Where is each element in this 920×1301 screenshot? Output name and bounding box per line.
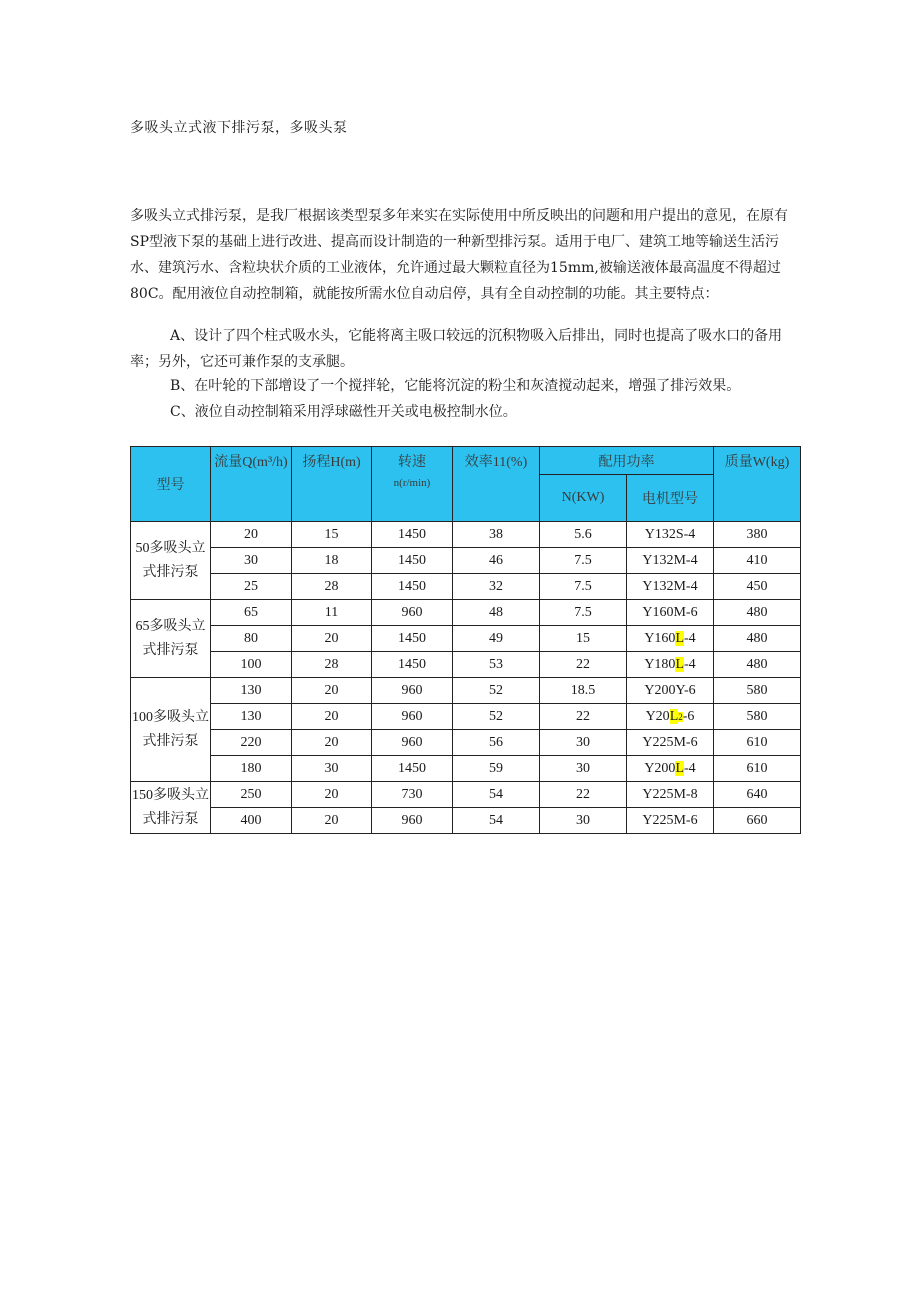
power-cell: 7.5 [540, 574, 627, 600]
mass-cell: 380 [714, 522, 801, 548]
motor-cell: Y200L-4 [627, 756, 714, 782]
motor-cell: Y225M-6 [627, 808, 714, 834]
head-cell: 20 [292, 704, 372, 730]
spec-table [130, 446, 801, 834]
power-cell: 30 [540, 756, 627, 782]
power-cell: 18.5 [540, 678, 627, 704]
table-row [131, 574, 801, 600]
motor-cell: Y132M-4 [627, 574, 714, 600]
speed-cell: 960 [372, 730, 453, 756]
head-cell: 18 [292, 548, 372, 574]
efficiency-cell: 52 [453, 678, 540, 704]
power-cell: 30 [540, 808, 627, 834]
flow-cell: 400 [211, 808, 292, 834]
model-cell: 100多吸头立式排污泵 [131, 678, 211, 782]
table-row [131, 652, 801, 678]
header-model: 型号 [131, 447, 211, 522]
header-motor: 电机型号 [627, 475, 714, 522]
efficiency-cell: 53 [453, 652, 540, 678]
table-row [131, 600, 801, 626]
header-head: 扬程H(m) [292, 447, 372, 522]
efficiency-cell: 59 [453, 756, 540, 782]
speed-cell: 960 [372, 678, 453, 704]
header-flow: 流量Q(m³/h) [211, 447, 292, 522]
model-cell: 65多吸头立式排污泵 [131, 600, 211, 678]
efficiency-cell: 52 [453, 704, 540, 730]
motor-cell: Y200Y-6 [627, 678, 714, 704]
power-cell: 15 [540, 626, 627, 652]
head-cell: 30 [292, 756, 372, 782]
table-row [131, 704, 801, 730]
mass-cell: 410 [714, 548, 801, 574]
feature-b: B、在叶轮的下部增设了一个搅拌轮，它能将沉淀的粉尘和灰渣搅动起来，增强了排污效果。 [170, 378, 741, 394]
table-row [131, 730, 801, 756]
mass-cell: 480 [714, 600, 801, 626]
motor-cell: Y180L-4 [627, 652, 714, 678]
speed-cell: 1450 [372, 756, 453, 782]
flow-cell: 130 [211, 678, 292, 704]
power-cell: 5.6 [540, 522, 627, 548]
table-row [131, 522, 801, 548]
efficiency-cell: 56 [453, 730, 540, 756]
header-mass: 质量W(kg) [714, 447, 801, 522]
motor-cell: Y160L-4 [627, 626, 714, 652]
power-cell: 30 [540, 730, 627, 756]
head-cell: 20 [292, 730, 372, 756]
feature-c: C、液位自动控制箱采用浮球磁性开关或电极控制水位。 [170, 404, 517, 420]
efficiency-cell: 38 [453, 522, 540, 548]
head-cell: 15 [292, 522, 372, 548]
table-row [131, 756, 801, 782]
table-row [131, 808, 801, 834]
speed-cell: 960 [372, 704, 453, 730]
header-efficiency: 效率11(%) [453, 447, 540, 522]
flow-cell: 25 [211, 574, 292, 600]
model-cell: 50多吸头立式排污泵 [131, 522, 211, 600]
table-row [131, 782, 801, 808]
head-cell: 28 [292, 652, 372, 678]
motor-cell: Y160M-6 [627, 600, 714, 626]
mass-cell: 480 [714, 652, 801, 678]
table-row [131, 626, 801, 652]
flow-cell: 100 [211, 652, 292, 678]
head-cell: 20 [292, 626, 372, 652]
flow-cell: 220 [211, 730, 292, 756]
flow-cell: 30 [211, 548, 292, 574]
flow-cell: 180 [211, 756, 292, 782]
table-row [131, 678, 801, 704]
efficiency-cell: 46 [453, 548, 540, 574]
mass-cell: 580 [714, 678, 801, 704]
flow-cell: 130 [211, 704, 292, 730]
header-speed-label: 转速 [398, 455, 426, 470]
efficiency-cell: 54 [453, 782, 540, 808]
speed-cell: 1450 [372, 548, 453, 574]
motor-cell: Y225M-6 [627, 730, 714, 756]
mass-cell: 480 [714, 626, 801, 652]
intro-paragraph: 多吸头立式排污泵，是我厂根据该类型泵多年来实在实际使用中所反映出的问题和用户提出的意见，在原有SP型液下泵的基础上进行改进、提高而设计制造的一种新型排污泵。适用于电厂、建筑工地等输送生活污水、建筑污水、含粒块状介质的工业液体，允许通过最大颗粒直径为15mm,被输送液体最高温度不得超过80C。配用液位自动控制箱，就能按所需水位自动启停，具有全自动控制的功能。其主要特点： [130, 208, 788, 302]
flow-cell: 80 [211, 626, 292, 652]
page-title: 多吸头立式液下排污泵，多吸头泵 [130, 120, 348, 136]
flow-cell: 20 [211, 522, 292, 548]
table-row [131, 548, 801, 574]
mass-cell: 450 [714, 574, 801, 600]
motor-cell: Y225M-8 [627, 782, 714, 808]
head-cell: 20 [292, 808, 372, 834]
efficiency-cell: 49 [453, 626, 540, 652]
efficiency-cell: 32 [453, 574, 540, 600]
motor-cell: Y132M-4 [627, 548, 714, 574]
speed-cell: 1450 [372, 522, 453, 548]
model-cell: 150多吸头立式排污泵 [131, 782, 211, 834]
speed-cell: 960 [372, 600, 453, 626]
mass-cell: 610 [714, 756, 801, 782]
flow-cell: 65 [211, 600, 292, 626]
power-cell: 22 [540, 704, 627, 730]
motor-cell: Y20L2-6 [627, 704, 714, 730]
header-speed [372, 447, 453, 522]
power-cell: 22 [540, 652, 627, 678]
head-cell: 28 [292, 574, 372, 600]
head-cell: 11 [292, 600, 372, 626]
mass-cell: 660 [714, 808, 801, 834]
head-cell: 20 [292, 782, 372, 808]
speed-cell: 1450 [372, 652, 453, 678]
feature-a: A、设计了四个柱式吸水头，它能将离主吸口较远的沉积物吸入后排出，同时也提高了吸水口的备用率；另外，它还可兼作泵的支承腿。 [130, 328, 783, 370]
speed-cell: 1450 [372, 574, 453, 600]
speed-cell: 1450 [372, 626, 453, 652]
flow-cell: 250 [211, 782, 292, 808]
efficiency-cell: 48 [453, 600, 540, 626]
header-power-group: 配用功率 [540, 447, 714, 475]
power-cell: 7.5 [540, 600, 627, 626]
mass-cell: 610 [714, 730, 801, 756]
power-cell: 22 [540, 782, 627, 808]
mass-cell: 580 [714, 704, 801, 730]
header-speed-unit: n(r/min) [393, 477, 431, 489]
motor-cell: Y132S-4 [627, 522, 714, 548]
head-cell: 20 [292, 678, 372, 704]
mass-cell: 640 [714, 782, 801, 808]
speed-cell: 730 [372, 782, 453, 808]
header-power: N(KW) [540, 475, 627, 522]
power-cell: 7.5 [540, 548, 627, 574]
efficiency-cell: 54 [453, 808, 540, 834]
speed-cell: 960 [372, 808, 453, 834]
